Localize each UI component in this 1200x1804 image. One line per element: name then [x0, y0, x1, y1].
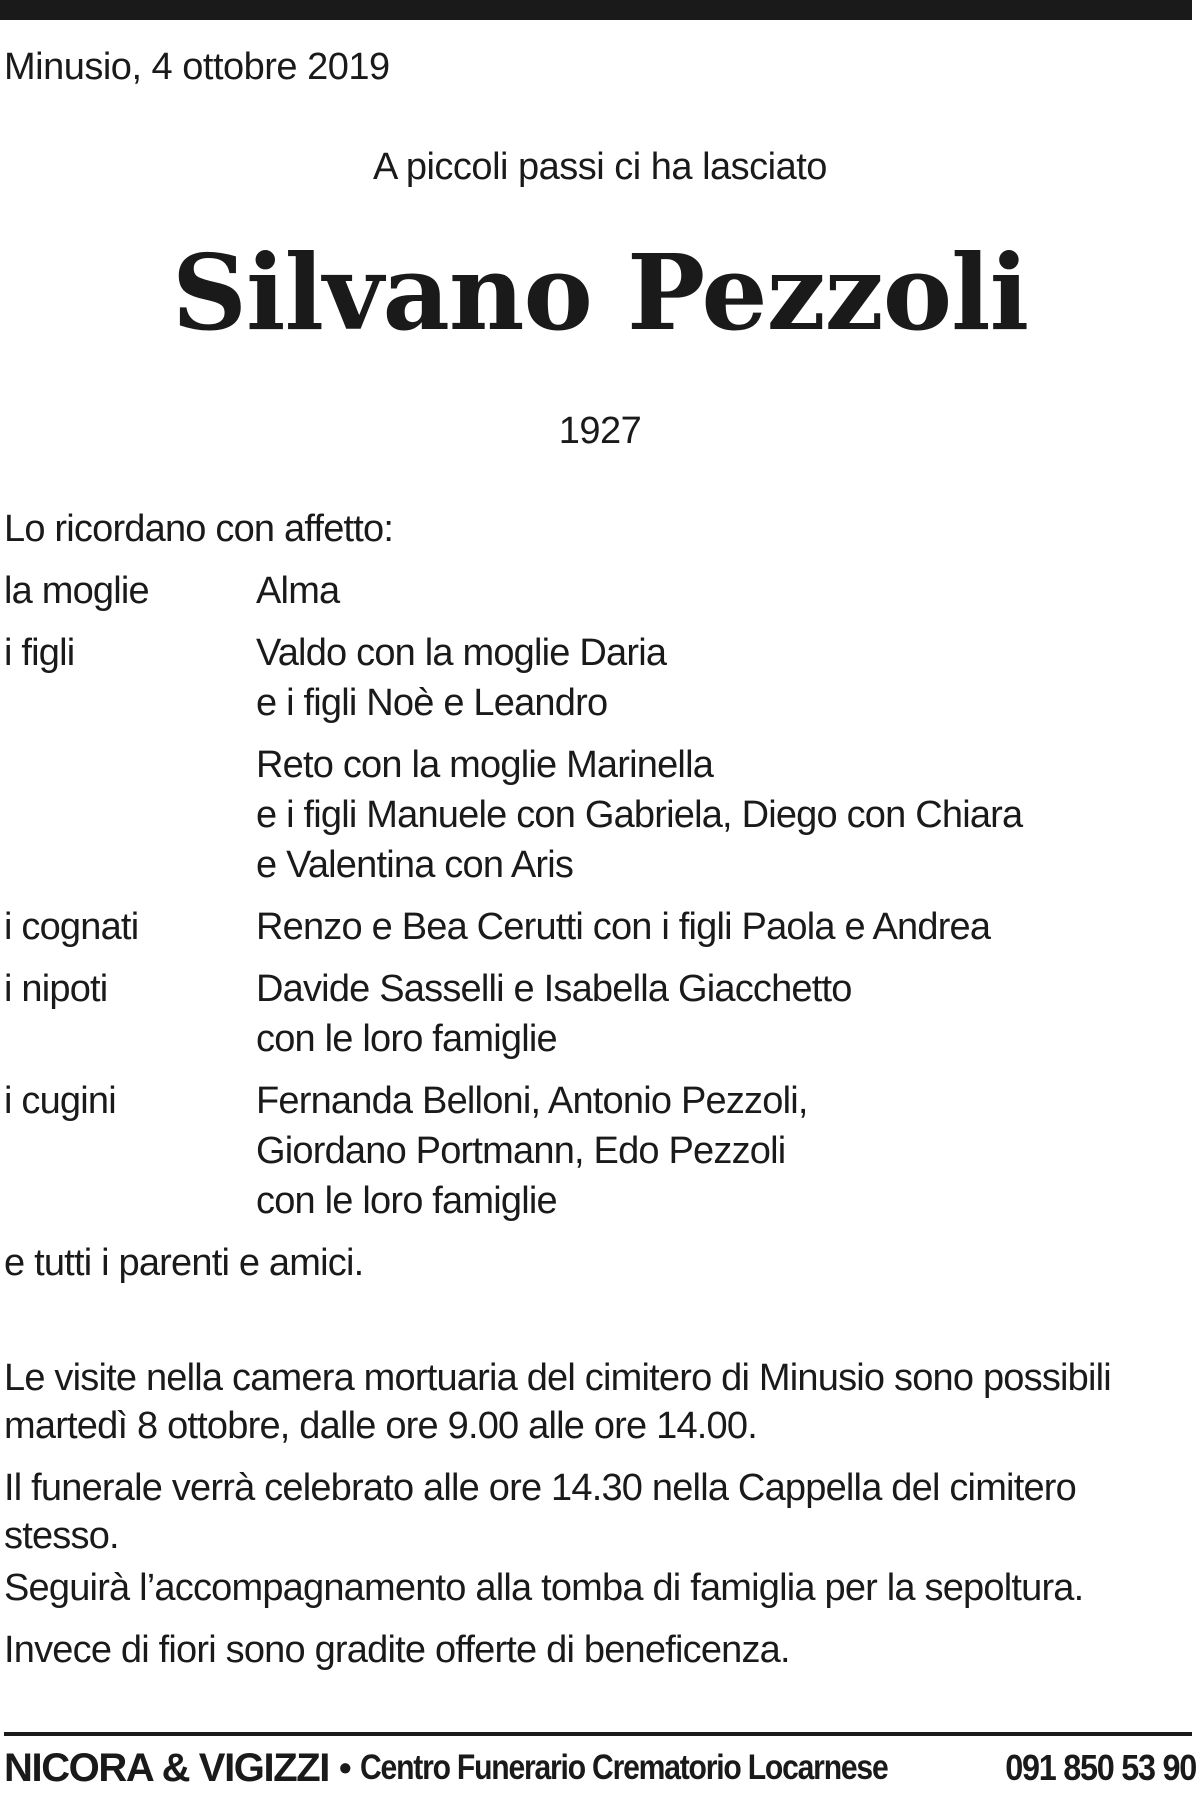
family-row-nephews — [4, 964, 1184, 1064]
name-line: Renzo e Bea Cerutti con i figli Paola e Andrea — [256, 906, 991, 948]
name-line: con le loro famiglie — [256, 1018, 557, 1060]
names-group — [256, 1076, 1184, 1226]
phone-number: 091 850 53 90 — [1005, 1747, 1196, 1788]
intro-line: A piccoli passi ci ha lasciato — [373, 146, 827, 188]
name-line: e i figli Noè e Leandro — [256, 682, 608, 724]
family-row-in-laws — [4, 902, 1184, 952]
family-row-wife — [4, 566, 1184, 616]
relation-label: i cugini — [4, 1080, 116, 1122]
name-line: e Valentina con Aris — [256, 844, 574, 886]
birth-year: 1927 — [558, 410, 642, 452]
relation-names — [256, 964, 1184, 1064]
name-line: Fernanda Belloni, Antonio Pezzoli, — [256, 1080, 808, 1122]
relation-names — [256, 628, 1184, 890]
funeral-home-name: NICORA & VIGIZZI — [4, 1745, 330, 1790]
name-line: Alma — [256, 570, 340, 612]
names-group — [256, 964, 1184, 1064]
notice-line: Invece di fiori sono gradite offerte di beneficenza. — [4, 1629, 790, 1671]
family-closing: e tutti i parenti e amici. — [4, 1242, 364, 1284]
names-group — [256, 628, 1184, 728]
notice-line: martedì 8 ottobre, dalle ore 9.00 alle ore 14.00. — [4, 1405, 757, 1447]
relation-names — [256, 902, 1184, 952]
relation-label: la moglie — [4, 570, 149, 612]
flowers-paragraph — [4, 1626, 1184, 1674]
names-group — [256, 740, 1184, 890]
relation-label: i nipoti — [4, 968, 108, 1010]
name-line: e i figli Manuele con Gabriela, Diego con Chiara — [256, 794, 1023, 836]
notice-line: Seguirà l’accompagnamento alla tomba di famiglia per la sepoltura. — [4, 1567, 1084, 1609]
burial-paragraph — [4, 1564, 1184, 1612]
family-heading: Lo ricordano con affetto: — [4, 508, 394, 550]
name-line: Giordano Portmann, Edo Pezzoli — [256, 1130, 786, 1172]
names-group — [256, 566, 1184, 616]
relation-label: i cognati — [4, 906, 139, 948]
family-row-children — [4, 628, 1184, 890]
name-line: Davide Sasselli e Isabella Giacchetto — [256, 968, 852, 1010]
deceased-name: Silvano Pezzoli — [171, 231, 1029, 354]
place-date: Minusio, 4 ottobre 2019 — [4, 46, 390, 88]
funeral-notice — [4, 1354, 1184, 1688]
top-rule — [0, 0, 1192, 20]
funeral-home-footer — [4, 1740, 1196, 1796]
visits-paragraph — [4, 1354, 1184, 1450]
relation-names — [256, 1076, 1184, 1226]
name-line: Reto con la moglie Marinella — [256, 744, 714, 786]
family-list — [4, 504, 1184, 1288]
notice-line: stesso. — [4, 1515, 119, 1557]
name-line: con le loro famiglie — [256, 1180, 557, 1222]
notice-line: Il funerale verrà celebrato alle ore 14.30 nella Cappella del cimitero — [4, 1467, 1076, 1509]
notice-line: Le visite nella camera mortuaria del cimitero di Minusio sono possibili — [4, 1357, 1111, 1399]
funeral-paragraph — [4, 1464, 1184, 1560]
names-group — [256, 902, 1184, 952]
relation-names — [256, 566, 1184, 616]
bottom-rule — [4, 1732, 1192, 1736]
relation-label: i figli — [4, 632, 75, 674]
funeral-home-description: Centro Funerario Crematorio Locarnese — [360, 1748, 888, 1787]
separator-bullet: • — [339, 1747, 351, 1788]
name-line: Valdo con la moglie Daria — [256, 632, 667, 674]
family-row-cousins — [4, 1076, 1184, 1226]
